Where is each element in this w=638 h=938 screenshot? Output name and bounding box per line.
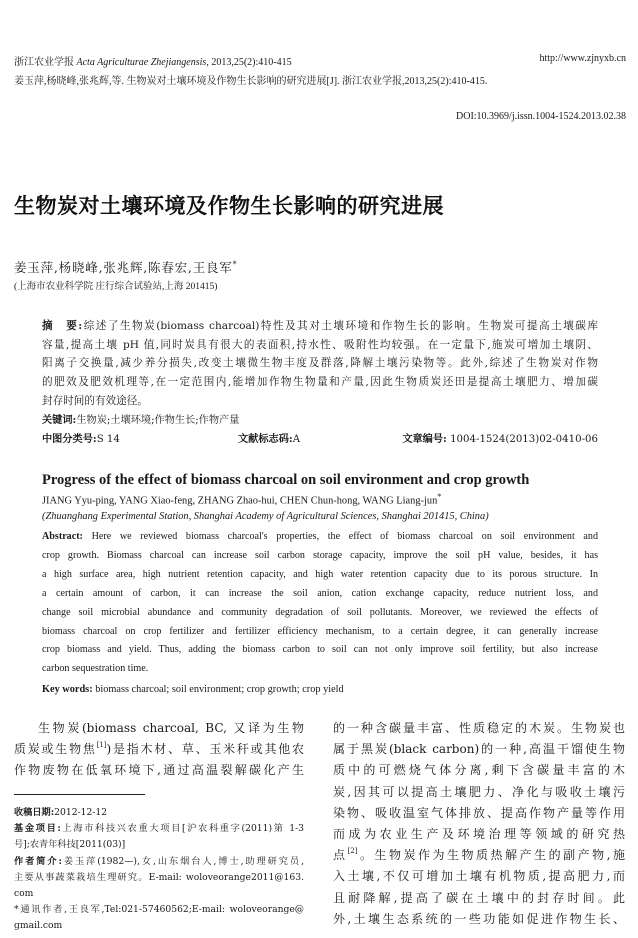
body-line: 且耐降解,提高了碳在土壤中的封存时间。此: [333, 890, 625, 905]
document-code: 文献标志码:A: [238, 433, 301, 445]
article-title-cn: 生物炭对土壤环境及作物生长影响的研究进展: [14, 194, 444, 218]
abstract-en-line: Abstract: Here we reviewed biomass charcoal's properties, the effect of biomass charcoal on soil environment and: [42, 531, 598, 542]
abstract-en-line: biomass charcoal on crop fertilizer and fertilizer efficiency mechanism, to a certain degree, it can generally increase: [42, 625, 598, 637]
footnotes: [14, 805, 304, 935]
keywords-cn-label: 关键词:: [42, 414, 77, 426]
abstract-cn: [42, 317, 598, 411]
authors-en: JIANG Yyu-ping, YANG Xiao-feng, ZHANG Zhao-hui, CHEN Chun-hong, WANG Liang-jun*: [42, 491, 442, 507]
affiliation-en: (Zhuanghang Experimental Station, Shanghai Academy of Agricultural Sciences, Shanghai 201415, China): [42, 511, 489, 522]
body-line: 染物、吸收温室气体排放、提高作物产量等作用: [333, 805, 625, 820]
body-line: 而成为农业生产及环境治理等领域的研究热: [333, 827, 625, 842]
author-bio-cont: com: [14, 888, 34, 900]
body-line: 属于黑炭(black carbon)的一种,高温干馏使生物: [333, 742, 625, 757]
author-list-cn: 姜玉萍,杨晓峰,张兆辉,陈春宏,王良军: [14, 260, 233, 275]
abstract-cn-line: 封存时间的有效途径。: [42, 394, 148, 407]
footnote-divider: [14, 794, 145, 795]
citation-line: 姜玉萍,杨晓峰,张兆辉,等. 生物炭对土壤环境及作物生长影响的研究进展[J]. 浙江农业学报,2013,25(2):410-415.: [14, 76, 488, 87]
journal-issue: , 2013,25(2):410-415: [206, 57, 292, 68]
abstract-en-label: Abstract:: [42, 531, 83, 542]
corresponding-author: *通讯作者,王良军,Tel:021-57460562;E-mail: woloveorange@: [14, 904, 304, 916]
affiliation-cn: (上海市农业科学院 庄行综合试验站,上海 201415): [14, 282, 218, 292]
keywords-en-label: Key words:: [42, 684, 93, 695]
body-line: 炭,因其可以提高土壤肥力、净化与吸收土壤污: [333, 784, 625, 799]
abstract-cn-line: 容量,提高土壤 pH 值,同时炭具有很大的表面积,持水性、吸附性均较强。在一定量下,施炭可增加土壤阴、: [42, 338, 598, 351]
fund-info-cont: 号];农青年科技[2011(03)]: [14, 839, 126, 851]
body-line: 的一种含碳量丰富、性质稳定的木炭。生物炭也: [333, 721, 625, 735]
abstract-cn-label: 摘 要:: [42, 320, 83, 332]
body-line: 外,土壤生态系统的一些功能如促进作物生长、: [333, 911, 625, 926]
abstract-en-line: crop growth. Biomass charcoal can increase soil carbon storage capacity, improve the soil pH value, besides, it has: [42, 549, 598, 561]
author-bio: 作者简介:姜玉萍(1982—),女,山东烟台人,博士,助理研究员,: [14, 855, 304, 867]
corresponding-author-mark: *: [232, 259, 238, 269]
abstract-en-line: a certain amount of carbon, it can increase the soil anion, cation exchange capacity, reduce nutrient loss, and: [42, 587, 598, 599]
fund-info: 基金项目:上海市科技兴农重大项目[沪农科重字(2011)第 1-3: [14, 823, 304, 835]
article-number: 文章编号: 1004-1524(2013)02-0410-06: [402, 433, 598, 445]
abstract-en-line: a high surface area, high nutrient retention capacity, and high water retention capacity due to its porous structure. In: [42, 568, 598, 580]
classification-row: [42, 430, 598, 445]
corresponding-author-cont: gmail.com: [14, 920, 63, 932]
journal-url-link[interactable]: http://www.zjnyxb.cn: [539, 53, 626, 64]
body-line: 入土壤,不仅可增加土壤有机物质,提高肥力,而: [333, 869, 625, 884]
clc-number: 中图分类号:S 14: [42, 433, 120, 445]
reference-link[interactable]: [1]: [96, 741, 107, 750]
received-date: 收稿日期:2012-12-12: [14, 807, 108, 818]
article-title-en: Progress of the effect of biomass charcoal on soil environment and crop growth: [42, 472, 530, 488]
body-line: 质中的可燃烧气体分离,剩下含碳量丰富的木: [333, 763, 625, 778]
author-bio-cont: 主要从事蔬菜栽培生理研究。E-mail: woloveorange2011@163.: [14, 871, 304, 883]
body-line: 生物炭(biomass charcoal, BC, 又译为生物: [38, 721, 304, 735]
body-line: 作物废物在低氧环境下,通过高温裂解碳化产生: [14, 763, 304, 778]
journal-name-cn: 浙江农业学报: [14, 57, 74, 68]
journal-name-en: Acta Agriculturae Zhejiangensis: [76, 57, 207, 68]
body-line: 点[2]。生物炭作为生物质热解产生的副产物,施: [333, 847, 625, 863]
abstract-cn-line: 阳离子交换量,减少养分损失,改变土壤微生物丰度及群落,降解土壤污染物等。此外,综述了生物炭对作物: [42, 357, 598, 370]
body-line: 质炭或生物焦[1])是指木材、草、玉米秆或其他农: [14, 741, 304, 757]
reference-link[interactable]: [2]: [347, 847, 358, 856]
keywords-cn: [42, 411, 598, 426]
body-column-right: [333, 718, 625, 930]
keywords-en-value: biomass charcoal; soil environment; crop growth; crop yield: [95, 684, 344, 695]
abstract-en: [42, 528, 598, 679]
keywords-en: [42, 684, 598, 695]
abstract-cn-line: 的肥效及肥效机理等,在一定范围内,能增加作物生物量和产量,因此生物质炭还田是提高土壤肥力、增加碳: [42, 376, 598, 389]
authors-cn: [14, 258, 237, 276]
abstract-en-line: crop biomass and yield. Thus, adding the biomass carbon to soil can not only improve soil fertility, but also increase: [42, 644, 598, 656]
abstract-en-line: change soil microbial abundance and community degradation of soil pollutants. Moreover, we reviewed the effects of: [42, 606, 598, 618]
doi: DOI:10.3969/j.issn.1004-1524.2013.02.38: [456, 111, 626, 122]
journal-header: [14, 53, 292, 68]
body-column-left: [14, 718, 304, 782]
abstract-en-line: carbon sequestration time.: [42, 663, 149, 675]
keywords-cn-value: 生物炭;土壤环境;作物生长;作物产量: [76, 415, 240, 426]
abstract-cn-line: 摘 要:综述了生物炭(biomass charcoal)特性及其对土壤环境和作物生长的影响。生物炭可提高土壤碳库: [42, 320, 598, 332]
